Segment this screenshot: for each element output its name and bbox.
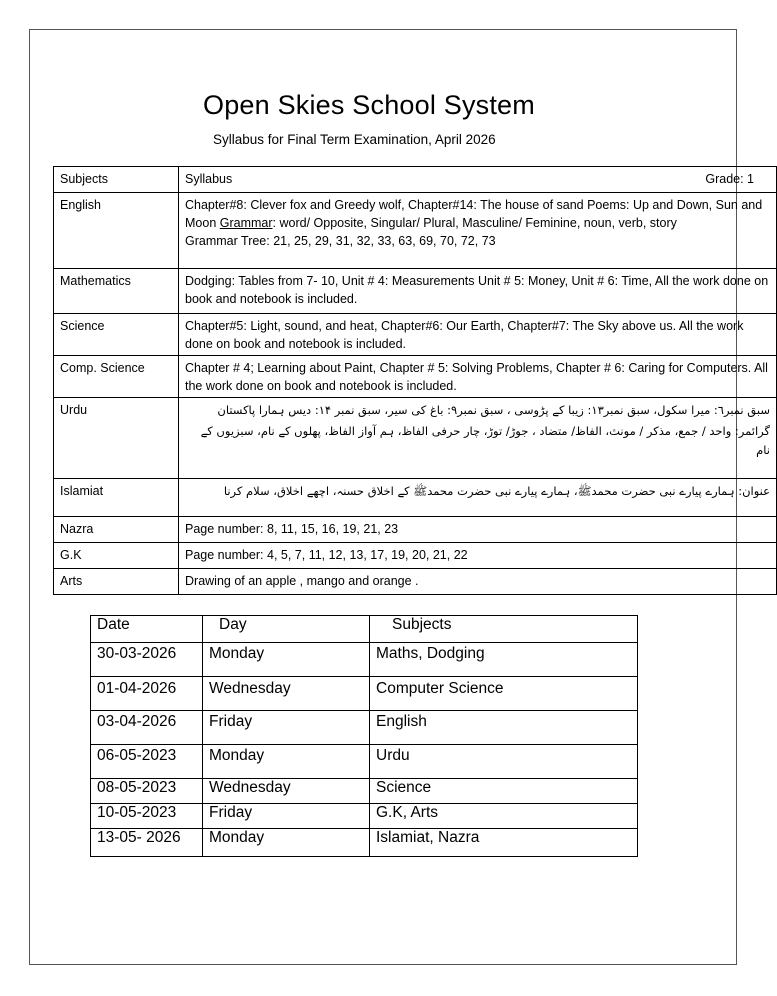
day-cell: Wednesday: [203, 779, 370, 804]
syllabus-cell: [179, 193, 777, 269]
date-cell: 03-04-2026: [91, 711, 203, 745]
page-title: Open Skies School System: [203, 90, 535, 120]
date-cell: 06-05-2023: [91, 745, 203, 779]
syllabus-cell: Page number: 4, 5, 7, 11, 12, 13, 17, 19, 20, 21, 22: [179, 543, 777, 569]
urdu-grammar: گرائمر: واحد / جمع، مذکر / مونث، الفاظ/ متضاد ، جوڑ/ توڑ، چار حرفی الفاظ، ہم آواز الفاظ، پھلوں کے نام، سبزیوں کے نام: [200, 424, 770, 457]
subject-cell: Nazra: [54, 517, 179, 543]
day-cell: Friday: [203, 804, 370, 829]
subjects-cell: Computer Science: [370, 677, 638, 711]
subject-cell: Islamiat: [54, 479, 179, 517]
table-row-mathematics: [54, 269, 777, 314]
table-row-science: [54, 314, 777, 356]
subjects-cell: Islamiat, Nazra: [370, 829, 638, 857]
syllabus-cell: Chapter#5: Light, sound, and heat, Chapter#6: Our Earth, Chapter#7: The Sky above us. All the work done on book and notebook is included.: [179, 314, 777, 356]
table-row-comp-science: [54, 356, 777, 398]
subjects-cell: Urdu: [370, 745, 638, 779]
subject-cell: Arts: [54, 569, 179, 595]
schedule-row: [91, 677, 638, 711]
syllabus-cell: Page number: 8, 11, 15, 16, 19, 21, 23: [179, 517, 777, 543]
subject-cell: Urdu: [54, 398, 179, 479]
day-cell: Monday: [203, 829, 370, 857]
header-date: Date: [91, 616, 203, 643]
subjects-cell: English: [370, 711, 638, 745]
subject-cell: Mathematics: [54, 269, 179, 314]
header-syllabus: [179, 167, 777, 193]
schedule-row: [91, 643, 638, 677]
schedule-header-row: [91, 616, 638, 643]
syllabus-table: [53, 166, 777, 595]
day-cell: Monday: [203, 745, 370, 779]
table-row-gk: [54, 543, 777, 569]
english-text-a: Chapter#8: Clever fox and Greedy wolf, Chapter#14: The house of sand Poems: Up and Down, Sun and Moon: [185, 198, 763, 230]
english-text-b: : word/ Opposite, Singular/ Plural, Masculine/ Feminine, noun, verb, story: [272, 216, 677, 230]
subjects-cell: G.K, Arts: [370, 804, 638, 829]
subject-cell: Comp. Science: [54, 356, 179, 398]
syllabus-cell: [179, 398, 777, 479]
date-cell: 01-04-2026: [91, 677, 203, 711]
schedule-row: [91, 711, 638, 745]
schedule-row: [91, 804, 638, 829]
header-subjects: Subjects: [54, 167, 179, 193]
syllabus-cell: عنوان: ہمارے پیارے نبی حضرت محمدﷺ، ہمارے پیارے نبی حضرت محمدﷺ کے اخلاق حسنہ، اچھے اخلاق، سلام کرنا: [179, 479, 777, 517]
schedule-row: [91, 779, 638, 804]
grade-label: Grade: 1: [705, 172, 754, 186]
grammar-tree: Grammar Tree: 21, 25, 29, 31, 32, 33, 63, 69, 70, 72, 73: [185, 234, 496, 248]
urdu-lessons: سبق نمبر٦: میرا سکول، سبق نمبر١٣: زیبا کے پڑوسی ، سبق نمبر٩: باغ کی سیر، سبق نمبر ١۴: دیس ہمارا پاکستان: [217, 403, 770, 417]
syllabus-cell: Dodging: Tables from 7- 10, Unit # 4: Measurements Unit # 5: Money, Unit # 6: Time, All the work done on book and notebook is included.: [179, 269, 777, 314]
date-cell: 08-05-2023: [91, 779, 203, 804]
exam-schedule-table: [90, 615, 638, 857]
table-row-islamiat: [54, 479, 777, 517]
header-day: Day: [203, 616, 370, 643]
day-cell: Friday: [203, 711, 370, 745]
table-row-urdu: [54, 398, 777, 479]
page-subtitle: Syllabus for Final Term Examination, April 2026: [213, 132, 496, 147]
table-row-nazra: [54, 517, 777, 543]
schedule-row: [91, 829, 638, 857]
subject-cell: English: [54, 193, 179, 269]
subject-cell: G.K: [54, 543, 179, 569]
date-cell: 13-05- 2026: [91, 829, 203, 857]
header-syllabus-label: Syllabus: [185, 172, 233, 186]
day-cell: Monday: [203, 643, 370, 677]
day-cell: Wednesday: [203, 677, 370, 711]
date-cell: 10-05-2023: [91, 804, 203, 829]
syllabus-cell: Drawing of an apple , mango and orange .: [179, 569, 777, 595]
subjects-cell: Science: [370, 779, 638, 804]
grammar-label: Grammar: [219, 216, 273, 230]
subject-cell: Science: [54, 314, 179, 356]
header-subjects: Subjects: [370, 616, 638, 643]
table-header-row: [54, 167, 777, 193]
schedule-row: [91, 745, 638, 779]
table-row-arts: [54, 569, 777, 595]
syllabus-cell: Chapter # 4; Learning about Paint, Chapter # 5: Solving Problems, Chapter # 6: Caring for Computers. All the work done on book and notebook is included.: [179, 356, 777, 398]
table-row-english: [54, 193, 777, 269]
date-cell: 30-03-2026: [91, 643, 203, 677]
subjects-cell: Maths, Dodging: [370, 643, 638, 677]
